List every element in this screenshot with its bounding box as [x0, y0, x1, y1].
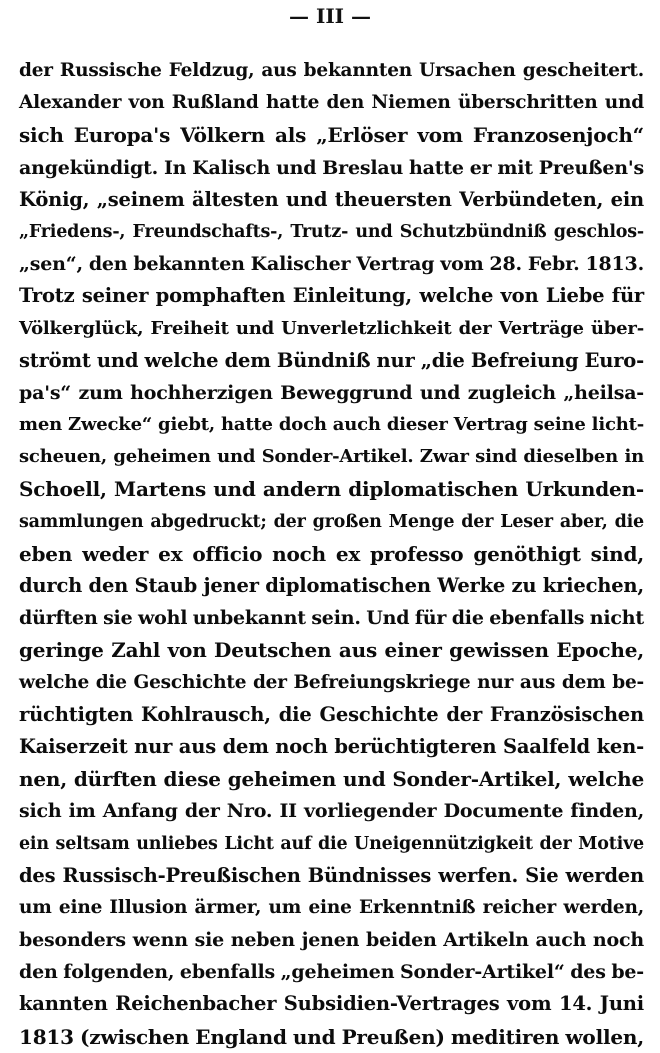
- text-line: ein seltsam unliebes Licht auf die Uneigennützigkeit der Motive: [19, 833, 644, 854]
- text-line: König, „seinem ältesten und theuersten Verbündeten, ein: [19, 187, 644, 211]
- text-line: rüchtigten Kohlrausch, die Geschichte der Französischen: [19, 702, 644, 726]
- text-line: sammlungen abgedruckt; der großen Menge der Leser aber, die: [19, 511, 644, 532]
- text-line: den folgenden, ebenfalls „geheimen Sonder-Artikel“ des be-: [19, 961, 644, 984]
- page-number: — III —: [289, 4, 371, 28]
- text-line: Alexander von Rußland hatte den Niemen überschritten und: [19, 92, 644, 114]
- text-line: „sen“, den bekannten Kalischer Vertrag vom 28. Febr. 1813.: [19, 253, 644, 276]
- text-line: Völkerglück, Freiheit und Unverletzlichkeit der Verträge über-: [19, 317, 644, 339]
- text-line: des Russisch-Preußischen Bündnisses werfen. Sie werden: [19, 863, 644, 887]
- text-line: angekündigt. In Kalisch und Breslau hatte er mit Preußen's: [19, 156, 644, 179]
- text-line: Trotz seiner pomphaften Einleitung, welche von Liebe für: [19, 284, 644, 308]
- text-line: men Zwecke“ giebt, hatte doch auch dieser Vertrag seine licht-: [19, 414, 644, 436]
- text-line: geringe Zahl von Deutschen aus einer gewissen Epoche,: [19, 638, 644, 663]
- text-line: sich im Anfang der Nro. II vorliegender Documente finden,: [19, 800, 644, 823]
- text-line: Kaiserzeit nur aus dem noch berüchtigteren Saalfeld ken-: [19, 734, 644, 758]
- text-line: um eine Illusion ärmer, um eine Erkenntniß reicher werden,: [19, 896, 644, 918]
- text-line: durch den Staub jener diplomatischen Werke zu kriechen,: [19, 574, 644, 597]
- body-text: [19, 55, 644, 1053]
- text-line: welche die Geschichte der Befreiungskriege nur aus dem be-: [19, 671, 644, 693]
- text-line: kannten Reichenbacher Subsidien-Vertrages vom 14. Juni: [19, 992, 644, 1016]
- text-line: 1813 (zwischen England und Preußen) meditiren wollen,: [19, 1024, 644, 1049]
- text-line: pa's“ zum hochherzigen Beweggrund und zugleich „heilsa-: [19, 381, 644, 404]
- text-line: eben weder ex officio noch ex professo genöthigt sind,: [19, 541, 644, 566]
- text-line: scheuen, geheimen und Sonder-Artikel. Zwar sind dieselben in: [19, 446, 644, 468]
- text-line: sich Europa's Völkern als „Erlöser vom Franzosenjoch“: [19, 123, 644, 148]
- text-line: „Friedens-, Freundschafts-, Trutz- und Schutzbündniß geschlos-: [19, 221, 644, 242]
- text-line: dürften sie wohl unbekannt sein. Und für die ebenfalls nicht: [19, 607, 644, 630]
- text-line: Schoell, Martens und andern diplomatischen Urkunden-: [19, 477, 644, 502]
- text-line: strömt und welche dem Bündniß nur „die Befreiung Euro-: [19, 348, 644, 372]
- text-line: der Russische Feldzug, aus bekannten Ursachen gescheitert.: [19, 60, 644, 81]
- text-line: besonders wenn sie neben jenen beiden Artikeln auch noch: [19, 929, 644, 952]
- text-line: nen, dürften diese geheimen und Sonder-Artikel, welche: [19, 767, 644, 792]
